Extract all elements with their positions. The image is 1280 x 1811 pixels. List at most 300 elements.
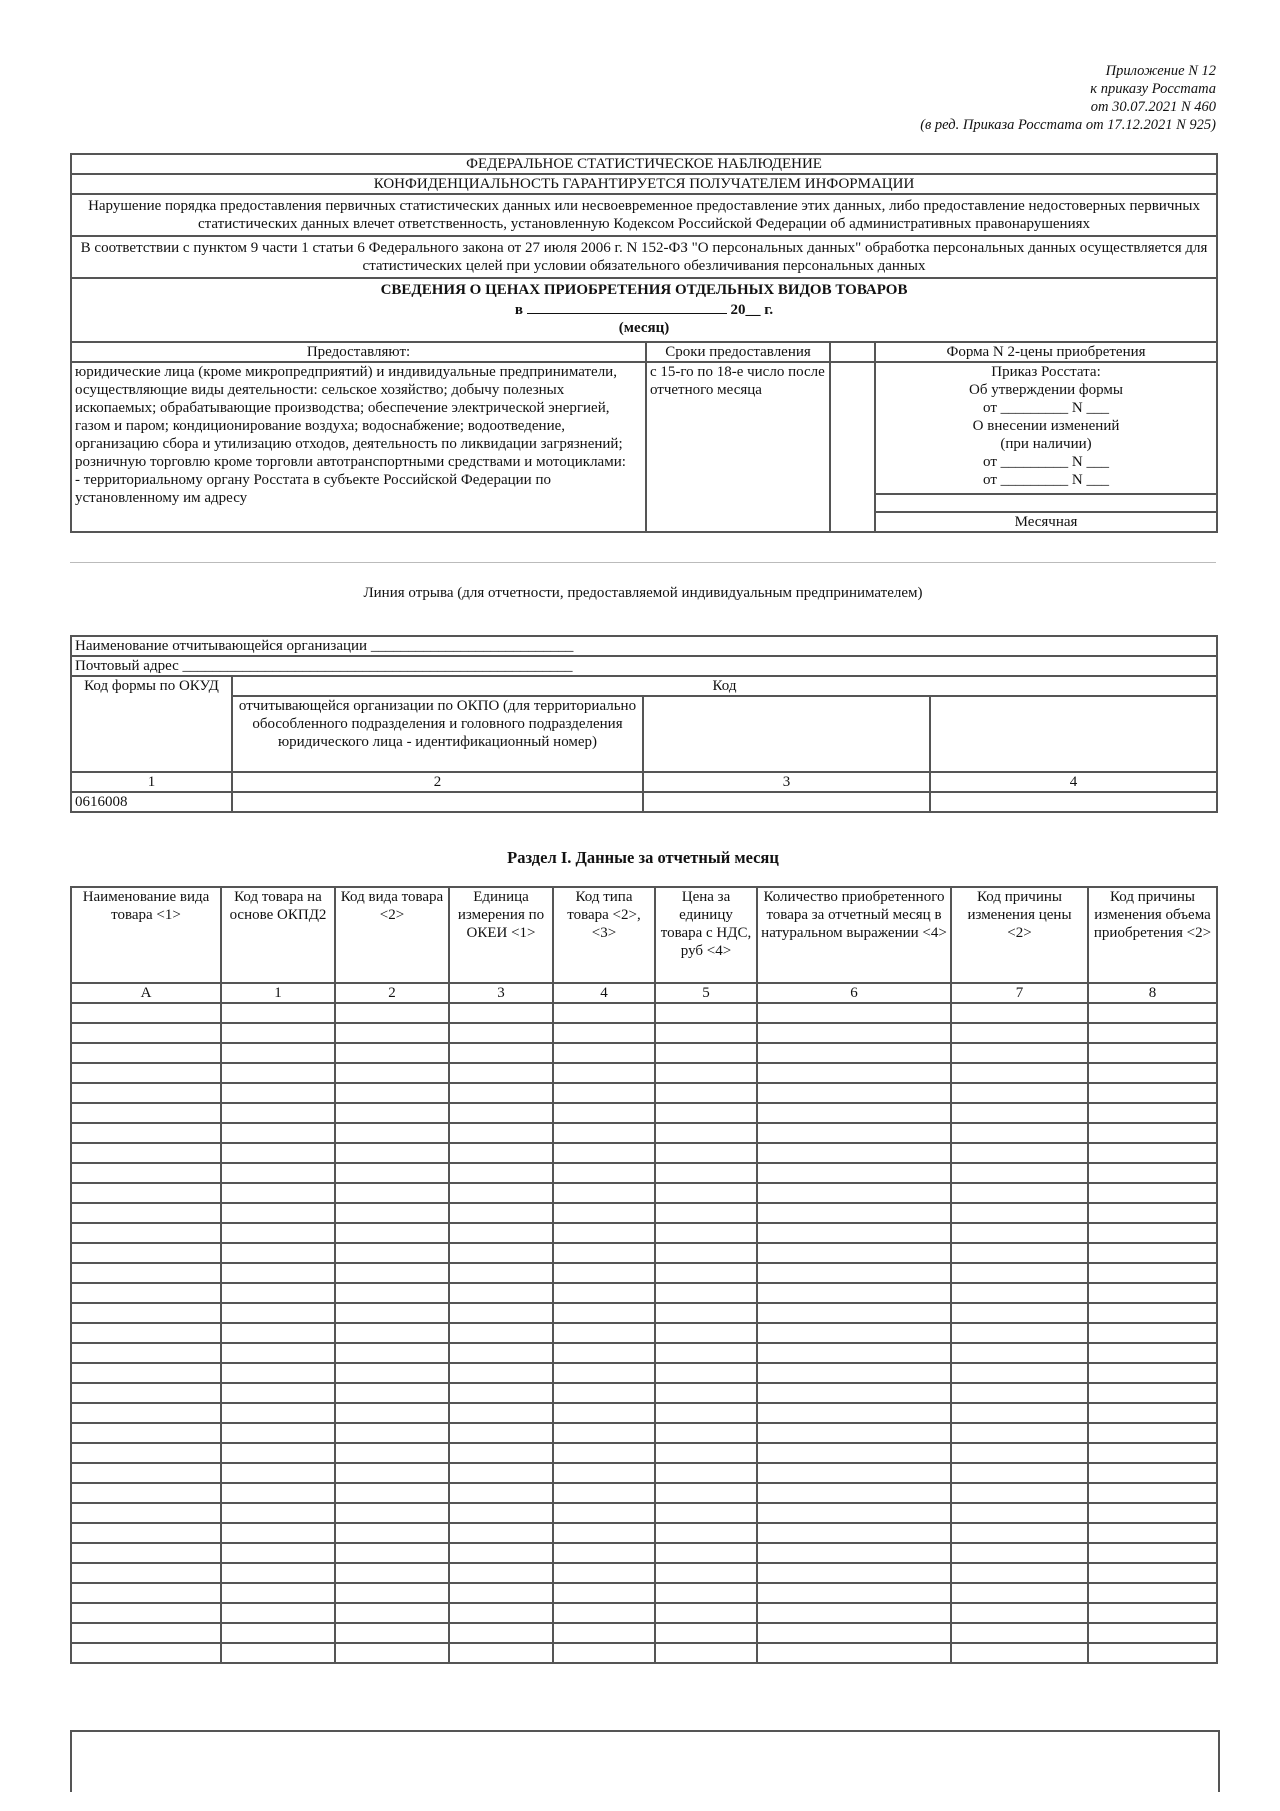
table-cell-input[interactable] — [71, 1043, 221, 1063]
table-cell-input[interactable] — [757, 1623, 951, 1643]
table-cell-input[interactable] — [449, 1023, 553, 1043]
table-cell-input[interactable] — [951, 1103, 1088, 1123]
table-cell-input[interactable] — [335, 1023, 449, 1043]
table-cell-input[interactable] — [71, 1103, 221, 1123]
table-cell-input[interactable] — [757, 1063, 951, 1083]
table-cell-input[interactable] — [221, 1283, 335, 1303]
table-cell-input[interactable] — [335, 1523, 449, 1543]
table-cell-input[interactable] — [655, 1503, 757, 1523]
table-cell-input[interactable] — [553, 1483, 655, 1503]
table-cell-input[interactable] — [951, 1183, 1088, 1203]
table-cell-input[interactable] — [553, 1543, 655, 1563]
table-cell-input[interactable] — [951, 1583, 1088, 1603]
table-cell-input[interactable] — [553, 1603, 655, 1623]
table-cell-input[interactable] — [1088, 1563, 1217, 1583]
table-cell-input[interactable] — [757, 1083, 951, 1103]
table-cell-input[interactable] — [757, 1383, 951, 1403]
table-cell-input[interactable] — [951, 1523, 1088, 1543]
table-cell-input[interactable] — [449, 1343, 553, 1363]
table-cell-input[interactable] — [553, 1623, 655, 1643]
table-cell-input[interactable] — [1088, 1283, 1217, 1303]
table-cell-input[interactable] — [757, 1323, 951, 1343]
table-cell-input[interactable] — [1088, 1363, 1217, 1383]
table-cell-input[interactable] — [951, 1003, 1088, 1023]
table-cell-input[interactable] — [71, 1403, 221, 1423]
table-cell-input[interactable] — [71, 1563, 221, 1583]
table-cell-input[interactable] — [71, 1143, 221, 1163]
table-cell-input[interactable] — [553, 1003, 655, 1023]
table-cell-input[interactable] — [335, 1103, 449, 1123]
table-cell-input[interactable] — [553, 1023, 655, 1043]
table-cell-input[interactable] — [221, 1263, 335, 1283]
table-cell-input[interactable] — [71, 1503, 221, 1523]
table-cell-input[interactable] — [951, 1543, 1088, 1563]
table-cell-input[interactable] — [757, 1463, 951, 1483]
table-cell-input[interactable] — [757, 1183, 951, 1203]
table-cell-input[interactable] — [221, 1483, 335, 1503]
table-cell-input[interactable] — [1088, 1523, 1217, 1543]
table-cell-input[interactable] — [951, 1303, 1088, 1323]
table-cell-input[interactable] — [335, 1243, 449, 1263]
table-cell-input[interactable] — [655, 1603, 757, 1623]
table-cell-input[interactable] — [553, 1363, 655, 1383]
table-cell-input[interactable] — [1088, 1143, 1217, 1163]
table-cell-input[interactable] — [1088, 1543, 1217, 1563]
table-cell-input[interactable] — [449, 1103, 553, 1123]
table-cell-input[interactable] — [951, 1123, 1088, 1143]
table-cell-input[interactable] — [449, 1143, 553, 1163]
table-cell-input[interactable] — [221, 1543, 335, 1563]
table-cell-input[interactable] — [655, 1623, 757, 1643]
table-cell-input[interactable] — [951, 1383, 1088, 1403]
table-cell-input[interactable] — [655, 1223, 757, 1243]
table-cell-input[interactable] — [553, 1283, 655, 1303]
table-cell-input[interactable] — [449, 1623, 553, 1643]
table-cell-input[interactable] — [335, 1323, 449, 1343]
table-cell-input[interactable] — [553, 1503, 655, 1523]
table-cell-input[interactable] — [335, 1083, 449, 1103]
table-cell-input[interactable] — [1088, 1203, 1217, 1223]
table-cell-input[interactable] — [1088, 1583, 1217, 1603]
table-cell-input[interactable] — [335, 1383, 449, 1403]
table-cell-input[interactable] — [221, 1063, 335, 1083]
table-cell-input[interactable] — [221, 1323, 335, 1343]
table-cell-input[interactable] — [449, 1543, 553, 1563]
table-cell-input[interactable] — [71, 1603, 221, 1623]
table-cell-input[interactable] — [335, 1423, 449, 1443]
table-cell-input[interactable] — [335, 1603, 449, 1623]
table-cell-input[interactable] — [221, 1083, 335, 1103]
table-cell-input[interactable] — [221, 1583, 335, 1603]
okpo-input[interactable] — [232, 792, 643, 812]
table-cell-input[interactable] — [757, 1643, 951, 1663]
table-cell-input[interactable] — [449, 1043, 553, 1063]
table-cell-input[interactable] — [71, 1003, 221, 1023]
table-cell-input[interactable] — [951, 1083, 1088, 1103]
table-cell-input[interactable] — [655, 1263, 757, 1283]
table-cell-input[interactable] — [553, 1063, 655, 1083]
table-cell-input[interactable] — [951, 1343, 1088, 1363]
table-cell-input[interactable] — [71, 1123, 221, 1143]
table-cell-input[interactable] — [553, 1343, 655, 1363]
table-cell-input[interactable] — [71, 1523, 221, 1543]
table-cell-input[interactable] — [655, 1443, 757, 1463]
table-cell-input[interactable] — [655, 1003, 757, 1023]
table-cell-input[interactable] — [449, 1523, 553, 1543]
table-cell-input[interactable] — [553, 1163, 655, 1183]
table-cell-input[interactable] — [1088, 1443, 1217, 1463]
table-cell-input[interactable] — [71, 1183, 221, 1203]
table-cell-input[interactable] — [449, 1583, 553, 1603]
table-cell-input[interactable] — [655, 1163, 757, 1183]
table-cell-input[interactable] — [553, 1303, 655, 1323]
table-cell-input[interactable] — [757, 1503, 951, 1523]
table-cell-input[interactable] — [951, 1483, 1088, 1503]
table-cell-input[interactable] — [655, 1543, 757, 1563]
table-cell-input[interactable] — [71, 1163, 221, 1183]
table-cell-input[interactable] — [335, 1263, 449, 1283]
table-cell-input[interactable] — [655, 1143, 757, 1163]
table-cell-input[interactable] — [951, 1143, 1088, 1163]
table-cell-input[interactable] — [951, 1643, 1088, 1663]
month-field[interactable] — [527, 299, 727, 314]
org-name-field[interactable]: Наименование отчитывающейся организации ___________________________ — [71, 636, 1217, 656]
table-cell-input[interactable] — [553, 1383, 655, 1403]
table-cell-input[interactable] — [951, 1563, 1088, 1583]
table-cell-input[interactable] — [1088, 1423, 1217, 1443]
table-cell-input[interactable] — [71, 1243, 221, 1263]
table-cell-input[interactable] — [757, 1143, 951, 1163]
table-cell-input[interactable] — [449, 1243, 553, 1263]
table-cell-input[interactable] — [757, 1163, 951, 1183]
postal-address-field[interactable]: Почтовый адрес ____________________________________________________ — [71, 656, 1217, 676]
table-cell-input[interactable] — [335, 1143, 449, 1163]
table-cell-input[interactable] — [449, 1563, 553, 1583]
table-cell-input[interactable] — [951, 1503, 1088, 1523]
table-cell-input[interactable] — [655, 1203, 757, 1223]
table-cell-input[interactable] — [221, 1143, 335, 1163]
table-cell-input[interactable] — [221, 1223, 335, 1243]
table-cell-input[interactable] — [1088, 1183, 1217, 1203]
table-cell-input[interactable] — [71, 1423, 221, 1443]
table-cell-input[interactable] — [1088, 1323, 1217, 1343]
table-cell-input[interactable] — [757, 1523, 951, 1543]
table-cell-input[interactable] — [335, 1203, 449, 1223]
table-cell-input[interactable] — [757, 1303, 951, 1323]
table-cell-input[interactable] — [1088, 1623, 1217, 1643]
table-cell-input[interactable] — [221, 1183, 335, 1203]
table-cell-input[interactable] — [1088, 1603, 1217, 1623]
table-cell-input[interactable] — [757, 1443, 951, 1463]
table-cell-input[interactable] — [655, 1383, 757, 1403]
table-cell-input[interactable] — [655, 1123, 757, 1143]
table-cell-input[interactable] — [757, 1403, 951, 1423]
table-cell-input[interactable] — [655, 1583, 757, 1603]
table-cell-input[interactable] — [71, 1443, 221, 1463]
table-cell-input[interactable] — [553, 1563, 655, 1583]
table-cell-input[interactable] — [655, 1103, 757, 1123]
table-cell-input[interactable] — [1088, 1063, 1217, 1083]
table-cell-input[interactable] — [221, 1023, 335, 1043]
table-cell-input[interactable] — [951, 1203, 1088, 1223]
table-cell-input[interactable] — [951, 1223, 1088, 1243]
table-cell-input[interactable] — [335, 1643, 449, 1663]
table-cell-input[interactable] — [951, 1243, 1088, 1263]
table-cell-input[interactable] — [951, 1023, 1088, 1043]
table-cell-input[interactable] — [449, 1203, 553, 1223]
table-cell-input[interactable] — [221, 1503, 335, 1523]
table-cell-input[interactable] — [335, 1303, 449, 1323]
table-cell-input[interactable] — [449, 1403, 553, 1423]
table-cell-input[interactable] — [71, 1483, 221, 1503]
table-cell-input[interactable] — [1088, 1463, 1217, 1483]
table-cell-input[interactable] — [951, 1423, 1088, 1443]
table-cell-input[interactable] — [655, 1403, 757, 1423]
table-cell-input[interactable] — [71, 1623, 221, 1643]
table-cell-input[interactable] — [1088, 1483, 1217, 1503]
table-cell-input[interactable] — [655, 1483, 757, 1503]
table-cell-input[interactable] — [71, 1643, 221, 1663]
table-cell-input[interactable] — [71, 1583, 221, 1603]
table-cell-input[interactable] — [655, 1043, 757, 1063]
table-cell-input[interactable] — [553, 1243, 655, 1263]
code-input-4[interactable] — [930, 792, 1217, 812]
table-cell-input[interactable] — [757, 1583, 951, 1603]
table-cell-input[interactable] — [449, 1383, 553, 1403]
table-cell-input[interactable] — [655, 1523, 757, 1543]
table-cell-input[interactable] — [71, 1383, 221, 1403]
table-cell-input[interactable] — [71, 1283, 221, 1303]
table-cell-input[interactable] — [449, 1263, 553, 1283]
table-cell-input[interactable] — [951, 1443, 1088, 1463]
table-cell-input[interactable] — [655, 1423, 757, 1443]
table-cell-input[interactable] — [553, 1323, 655, 1343]
table-cell-input[interactable] — [757, 1543, 951, 1563]
table-cell-input[interactable] — [335, 1043, 449, 1063]
table-cell-input[interactable] — [1088, 1503, 1217, 1523]
table-cell-input[interactable] — [221, 1563, 335, 1583]
table-cell-input[interactable] — [553, 1403, 655, 1423]
table-cell-input[interactable] — [71, 1263, 221, 1283]
table-cell-input[interactable] — [449, 1643, 553, 1663]
table-cell-input[interactable] — [449, 1303, 553, 1323]
table-cell-input[interactable] — [335, 1163, 449, 1183]
table-cell-input[interactable] — [655, 1023, 757, 1043]
table-cell-input[interactable] — [449, 1163, 553, 1183]
table-cell-input[interactable] — [221, 1363, 335, 1383]
table-cell-input[interactable] — [951, 1603, 1088, 1623]
year-field[interactable]: 20__ г. — [730, 302, 774, 318]
table-cell-input[interactable] — [221, 1443, 335, 1463]
table-cell-input[interactable] — [71, 1303, 221, 1323]
table-cell-input[interactable] — [335, 1443, 449, 1463]
table-cell-input[interactable] — [335, 1503, 449, 1523]
table-cell-input[interactable] — [221, 1343, 335, 1363]
table-cell-input[interactable] — [71, 1203, 221, 1223]
table-cell-input[interactable] — [1088, 1163, 1217, 1183]
table-cell-input[interactable] — [335, 1343, 449, 1363]
table-cell-input[interactable] — [335, 1563, 449, 1583]
table-cell-input[interactable] — [757, 1043, 951, 1063]
table-cell-input[interactable] — [449, 1423, 553, 1443]
table-cell-input[interactable] — [449, 1363, 553, 1383]
table-cell-input[interactable] — [221, 1603, 335, 1623]
table-cell-input[interactable] — [221, 1203, 335, 1223]
table-cell-input[interactable] — [1088, 1223, 1217, 1243]
table-cell-input[interactable] — [1088, 1343, 1217, 1363]
table-cell-input[interactable] — [335, 1123, 449, 1143]
table-cell-input[interactable] — [553, 1523, 655, 1543]
table-cell-input[interactable] — [757, 1023, 951, 1043]
table-cell-input[interactable] — [553, 1463, 655, 1483]
table-cell-input[interactable] — [553, 1083, 655, 1103]
table-cell-input[interactable] — [449, 1603, 553, 1623]
table-cell-input[interactable] — [757, 1283, 951, 1303]
table-cell-input[interactable] — [553, 1123, 655, 1143]
table-cell-input[interactable] — [1088, 1303, 1217, 1323]
table-cell-input[interactable] — [335, 1363, 449, 1383]
table-cell-input[interactable] — [757, 1423, 951, 1443]
table-cell-input[interactable] — [757, 1343, 951, 1363]
table-cell-input[interactable] — [553, 1103, 655, 1123]
table-cell-input[interactable] — [951, 1163, 1088, 1183]
table-cell-input[interactable] — [71, 1083, 221, 1103]
table-cell-input[interactable] — [655, 1363, 757, 1383]
table-cell-input[interactable] — [757, 1263, 951, 1283]
table-cell-input[interactable] — [335, 1063, 449, 1083]
table-cell-input[interactable] — [655, 1323, 757, 1343]
table-cell-input[interactable] — [951, 1363, 1088, 1383]
table-cell-input[interactable] — [449, 1223, 553, 1243]
table-cell-input[interactable] — [335, 1483, 449, 1503]
table-cell-input[interactable] — [951, 1323, 1088, 1343]
table-cell-input[interactable] — [553, 1183, 655, 1203]
table-cell-input[interactable] — [1088, 1243, 1217, 1263]
table-cell-input[interactable] — [553, 1263, 655, 1283]
table-cell-input[interactable] — [757, 1103, 951, 1123]
table-cell-input[interactable] — [449, 1183, 553, 1203]
table-cell-input[interactable] — [1088, 1263, 1217, 1283]
table-cell-input[interactable] — [335, 1223, 449, 1243]
table-cell-input[interactable] — [655, 1643, 757, 1663]
table-cell-input[interactable] — [757, 1483, 951, 1503]
table-cell-input[interactable] — [553, 1643, 655, 1663]
table-cell-input[interactable] — [1088, 1643, 1217, 1663]
table-cell-input[interactable] — [221, 1123, 335, 1143]
table-cell-input[interactable] — [71, 1543, 221, 1563]
table-cell-input[interactable] — [1088, 1403, 1217, 1423]
table-cell-input[interactable] — [449, 1063, 553, 1083]
table-cell-input[interactable] — [221, 1043, 335, 1063]
table-cell-input[interactable] — [553, 1203, 655, 1223]
table-cell-input[interactable] — [655, 1343, 757, 1363]
table-cell-input[interactable] — [449, 1123, 553, 1143]
table-cell-input[interactable] — [655, 1303, 757, 1323]
table-cell-input[interactable] — [1088, 1043, 1217, 1063]
table-cell-input[interactable] — [951, 1403, 1088, 1423]
table-cell-input[interactable] — [449, 1003, 553, 1023]
table-cell-input[interactable] — [951, 1263, 1088, 1283]
table-cell-input[interactable] — [951, 1043, 1088, 1063]
table-cell-input[interactable] — [71, 1063, 221, 1083]
table-cell-input[interactable] — [655, 1063, 757, 1083]
table-cell-input[interactable] — [221, 1003, 335, 1023]
table-cell-input[interactable] — [221, 1163, 335, 1183]
table-cell-input[interactable] — [221, 1403, 335, 1423]
table-cell-input[interactable] — [221, 1463, 335, 1483]
code-input-3[interactable] — [643, 792, 930, 812]
table-cell-input[interactable] — [951, 1283, 1088, 1303]
table-cell-input[interactable] — [757, 1123, 951, 1143]
table-cell-input[interactable] — [449, 1323, 553, 1343]
table-cell-input[interactable] — [221, 1623, 335, 1643]
table-cell-input[interactable] — [221, 1243, 335, 1263]
table-cell-input[interactable] — [449, 1503, 553, 1523]
table-cell-input[interactable] — [655, 1563, 757, 1583]
table-cell-input[interactable] — [757, 1223, 951, 1243]
table-cell-input[interactable] — [221, 1423, 335, 1443]
table-cell-input[interactable] — [1088, 1383, 1217, 1403]
table-cell-input[interactable] — [221, 1103, 335, 1123]
table-cell-input[interactable] — [1088, 1103, 1217, 1123]
table-cell-input[interactable] — [71, 1223, 221, 1243]
table-cell-input[interactable] — [757, 1243, 951, 1263]
table-cell-input[interactable] — [221, 1303, 335, 1323]
table-cell-input[interactable] — [449, 1483, 553, 1503]
table-cell-input[interactable] — [951, 1463, 1088, 1483]
table-cell-input[interactable] — [1088, 1003, 1217, 1023]
table-cell-input[interactable] — [71, 1463, 221, 1483]
table-cell-input[interactable] — [951, 1063, 1088, 1083]
table-cell-input[interactable] — [335, 1003, 449, 1023]
table-cell-input[interactable] — [553, 1143, 655, 1163]
table-cell-input[interactable] — [335, 1583, 449, 1603]
table-cell-input[interactable] — [221, 1383, 335, 1403]
table-cell-input[interactable] — [449, 1083, 553, 1103]
table-cell-input[interactable] — [553, 1583, 655, 1603]
table-cell-input[interactable] — [757, 1003, 951, 1023]
table-cell-input[interactable] — [757, 1563, 951, 1583]
table-cell-input[interactable] — [449, 1443, 553, 1463]
table-cell-input[interactable] — [655, 1183, 757, 1203]
table-cell-input[interactable] — [335, 1543, 449, 1563]
table-cell-input[interactable] — [655, 1083, 757, 1103]
table-cell-input[interactable] — [1088, 1023, 1217, 1043]
table-cell-input[interactable] — [71, 1343, 221, 1363]
table-cell-input[interactable] — [449, 1283, 553, 1303]
table-cell-input[interactable] — [757, 1603, 951, 1623]
table-cell-input[interactable] — [71, 1023, 221, 1043]
table-cell-input[interactable] — [335, 1463, 449, 1483]
table-cell-input[interactable] — [757, 1203, 951, 1223]
table-cell-input[interactable] — [71, 1363, 221, 1383]
table-cell-input[interactable] — [335, 1283, 449, 1303]
table-cell-input[interactable] — [553, 1043, 655, 1063]
table-cell-input[interactable] — [71, 1323, 221, 1343]
table-cell-input[interactable] — [951, 1623, 1088, 1643]
table-cell-input[interactable] — [553, 1423, 655, 1443]
table-cell-input[interactable] — [655, 1463, 757, 1483]
table-cell-input[interactable] — [553, 1443, 655, 1463]
table-cell-input[interactable] — [335, 1183, 449, 1203]
table-cell-input[interactable] — [221, 1643, 335, 1663]
table-cell-input[interactable] — [221, 1523, 335, 1543]
table-cell-input[interactable] — [1088, 1123, 1217, 1143]
table-cell-input[interactable] — [655, 1283, 757, 1303]
table-cell-input[interactable] — [335, 1403, 449, 1423]
table-cell-input[interactable] — [553, 1223, 655, 1243]
table-cell-input[interactable] — [655, 1243, 757, 1263]
